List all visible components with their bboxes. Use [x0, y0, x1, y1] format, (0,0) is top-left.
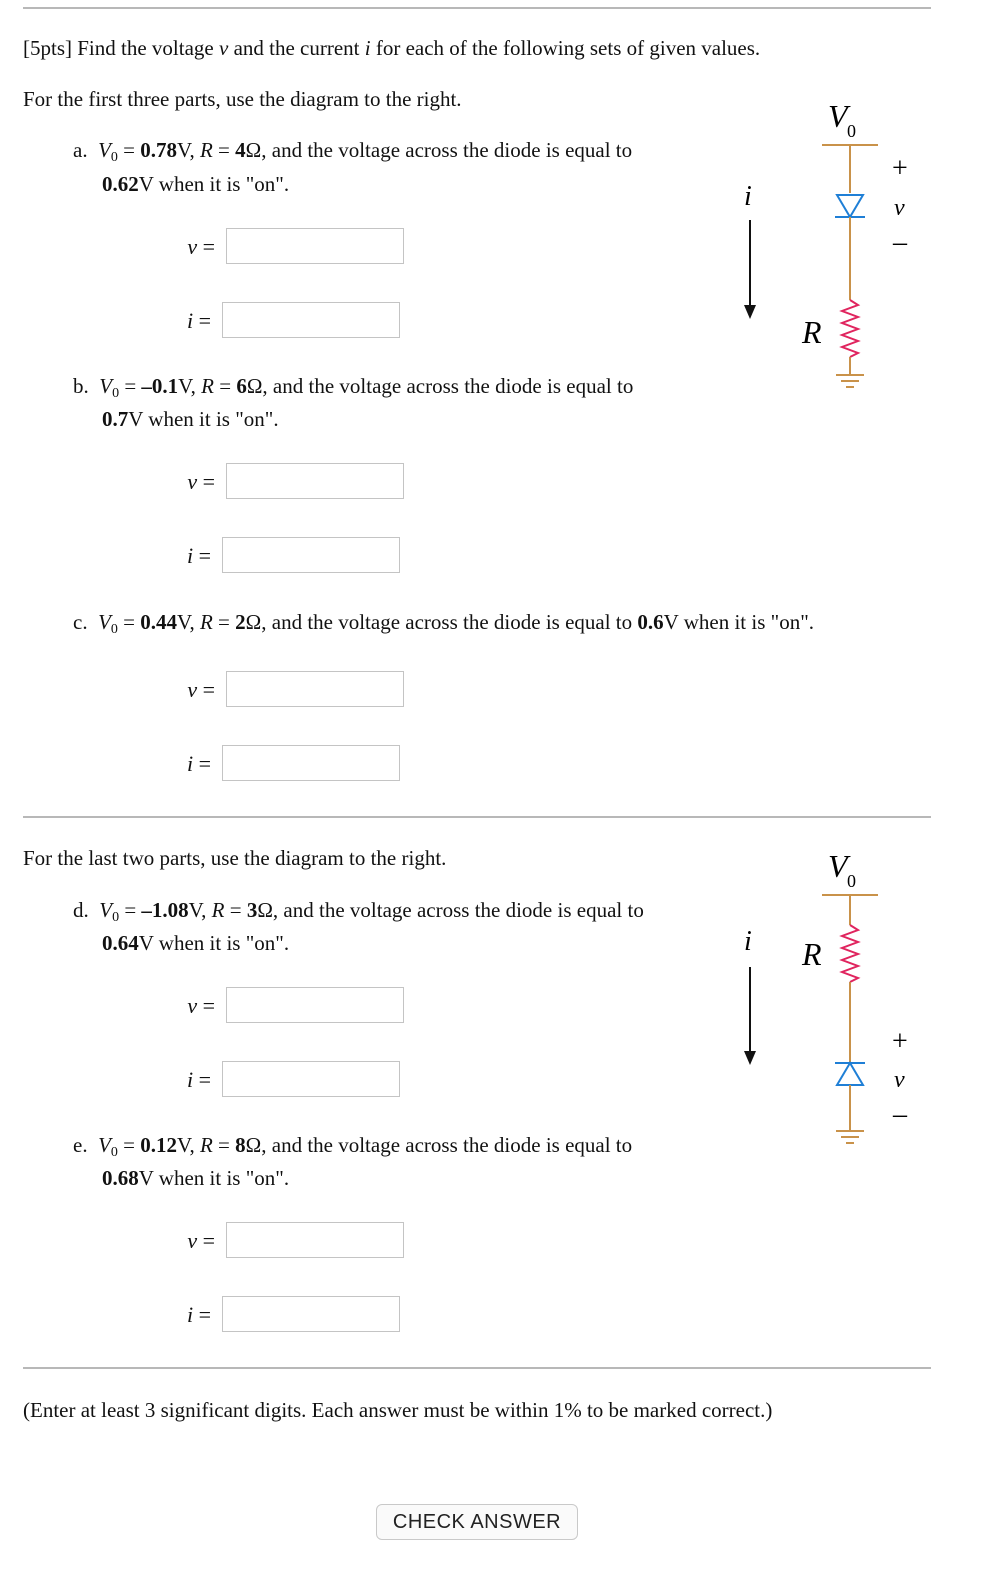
- diagram1-plus: +: [892, 153, 908, 184]
- part-a-i-label: i =: [186, 308, 211, 333]
- diagram2-current-label: i: [744, 926, 752, 957]
- part-e-statement-cont: 0.68V when it is "on".: [102, 1166, 290, 1190]
- question-prompt: [5pts] Find the voltage v and the current i for each of the following sets of given values.: [23, 36, 761, 60]
- section1-intro: For the first three parts, use the diagram to the right.: [23, 87, 462, 111]
- part-a-v-input[interactable]: [226, 228, 404, 264]
- part-b-statement-cont: 0.7V when it is "on".: [102, 407, 279, 431]
- diagram1-current-label: i: [744, 181, 752, 212]
- part-c-i-label: i =: [186, 751, 211, 776]
- part-a-i-input[interactable]: [222, 302, 400, 338]
- part-d-i-label: i =: [186, 1067, 211, 1092]
- circuit-diagram-1: [730, 95, 930, 395]
- diagram1-source-label: V: [828, 98, 848, 134]
- diagram2-diode: [835, 1063, 865, 1085]
- part-a-v-label: v =: [187, 234, 215, 259]
- top-divider: [23, 7, 931, 9]
- part-d-i-input[interactable]: [222, 1061, 400, 1097]
- diagram1-voltage-label: v: [894, 195, 905, 221]
- diagram2-ground: [836, 1131, 864, 1143]
- diagram1-resistor-label: R: [802, 314, 822, 350]
- part-e-i-label: i =: [186, 1302, 211, 1327]
- part-b-i-label: i =: [186, 543, 211, 568]
- diagram2-minus: –: [893, 1099, 907, 1130]
- part-b-statement: b. $V_0 = -0.1V$, R = 6Ω, and the voltage across the diode is equal to: [73, 374, 634, 401]
- part-d-statement-cont: 0.64V when it is "on".: [102, 931, 290, 955]
- diagram1-source-subscript: 0: [847, 121, 856, 141]
- diagram2-source-subscript: 0: [847, 871, 856, 891]
- circuit-diagram-2: [730, 845, 930, 1155]
- part-b-v-label: v =: [187, 469, 215, 494]
- part-c-v-label: v =: [187, 677, 215, 702]
- part-b-i-input[interactable]: [222, 537, 400, 573]
- diagram1-current-arrow: [744, 220, 756, 319]
- part-e-v-input[interactable]: [226, 1222, 404, 1258]
- diagram1-ground: [836, 375, 864, 387]
- part-c-v-input[interactable]: [226, 671, 404, 707]
- part-e-statement: e. $V_0 = 0.12V$, R = 8Ω, and the voltage across the diode is equal to: [73, 1133, 633, 1160]
- part-a-statement: a. $V_0 = 0.78V$, R = 4Ω, and the voltage across the diode is equal to: [73, 138, 633, 165]
- diagram1-minus: –: [893, 227, 907, 258]
- section2-intro: For the last two parts, use the diagram to the right.: [23, 846, 447, 870]
- diagram1-diode: [835, 195, 865, 217]
- footer-note: (Enter at least 3 significant digits. Each answer must be within 1% to be marked correct.): [23, 1398, 773, 1422]
- part-c-i-input[interactable]: [222, 745, 400, 781]
- diagram2-resistor: [842, 925, 858, 982]
- points-label: [5pts]: [23, 36, 72, 60]
- diagram2-voltage-label: v: [894, 1067, 905, 1093]
- part-e-i-input[interactable]: [222, 1296, 400, 1332]
- diagram2-plus: +: [892, 1026, 908, 1057]
- part-d-v-label: v =: [187, 993, 215, 1018]
- part-a-statement-cont: 0.62V when it is "on".: [102, 172, 290, 196]
- middle-divider: [23, 816, 931, 818]
- part-c-statement: c. $V_0 = 0.44V$, R = 2Ω, and the voltage across the diode is equal to 0.6V when it is "on".: [73, 610, 815, 637]
- part-d-v-input[interactable]: [226, 987, 404, 1023]
- part-b-v-input[interactable]: [226, 463, 404, 499]
- diagram1-resistor: [842, 300, 858, 357]
- diagram2-current-arrow: [744, 967, 756, 1065]
- part-e-v-label: v =: [187, 1228, 215, 1253]
- diagram2-resistor-label: R: [802, 936, 822, 972]
- diagram2-source-label: V: [828, 848, 848, 884]
- check-answer-button[interactable]: CHECK ANSWER: [376, 1504, 578, 1540]
- part-d-statement: d. $V_0 = -1.08V$, R = 3Ω, and the voltage across the diode is equal to: [73, 898, 644, 925]
- bottom-divider: [23, 1367, 931, 1369]
